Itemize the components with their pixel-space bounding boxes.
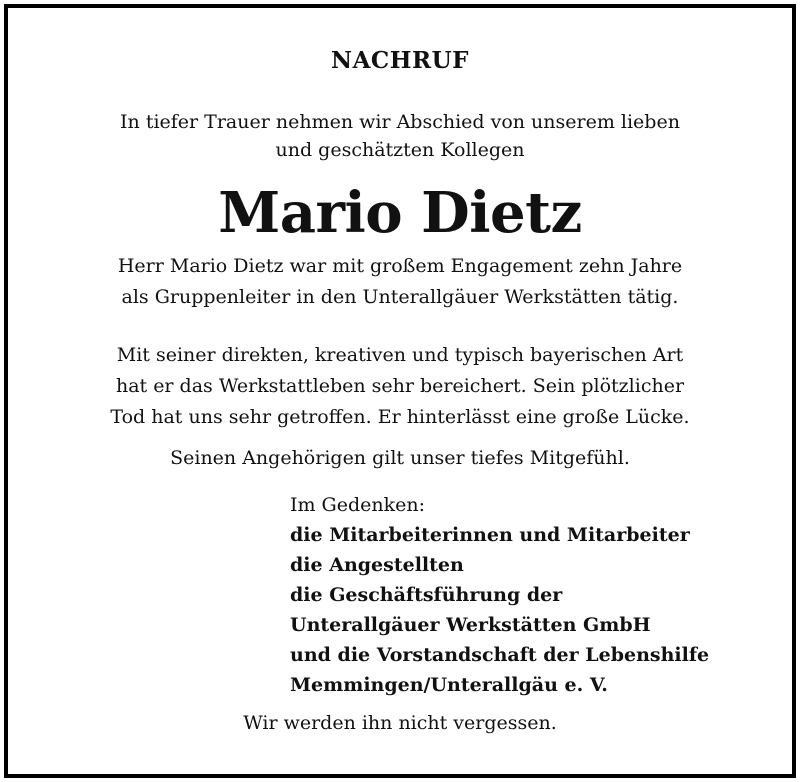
signatory-line: und die Vorstandschaft der Lebenshilfe bbox=[290, 644, 710, 666]
intro-text bbox=[8, 108, 792, 164]
intro-line: und geschätzten Kollegen bbox=[275, 139, 525, 161]
condolence-text: Seinen Angehörigen gilt unser tiefes Mitgefühl. bbox=[170, 447, 630, 469]
paragraph-line: Herr Mario Dietz war mit großem Engagement zehn Jahre bbox=[117, 255, 683, 277]
intro-line: In tiefer Trauer nehmen wir Abschied von unserem lieben bbox=[120, 111, 680, 133]
paragraph-line: Tod hat uns sehr getroffen. Er hinterlässt eine große Lücke. bbox=[110, 406, 690, 428]
signatory-line: die Geschäftsführung der bbox=[290, 584, 563, 606]
paragraph-line: Mit seiner direkten, kreativen und typisch bayerischen Art bbox=[116, 344, 684, 366]
signature-label: Im Gedenken: bbox=[290, 494, 426, 516]
paragraph-line: als Gruppenleiter in den Unterallgäuer Werkstätten tätig. bbox=[121, 286, 679, 308]
signature-block bbox=[290, 490, 709, 700]
paragraph-line: hat er das Werkstattleben sehr bereichert. Sein plötzlicher bbox=[115, 375, 685, 397]
notice-heading: NACHRUF bbox=[331, 47, 469, 74]
signatory-line: Unterallgäuer Werkstätten GmbH bbox=[290, 614, 651, 636]
tribute-paragraph-1 bbox=[8, 251, 792, 313]
signatory-line: die Mitarbeiterinnen und Mitarbeiter bbox=[290, 524, 690, 546]
obituary-notice bbox=[4, 4, 796, 778]
closing-text: Wir werden ihn nicht vergessen. bbox=[243, 712, 557, 734]
deceased-name: Mario Dietz bbox=[218, 180, 582, 246]
signatory-line: Memmingen/Unterallgäu e. V. bbox=[290, 674, 608, 696]
tribute-paragraph-2 bbox=[8, 340, 792, 433]
signatory-line: die Angestellten bbox=[290, 554, 464, 576]
